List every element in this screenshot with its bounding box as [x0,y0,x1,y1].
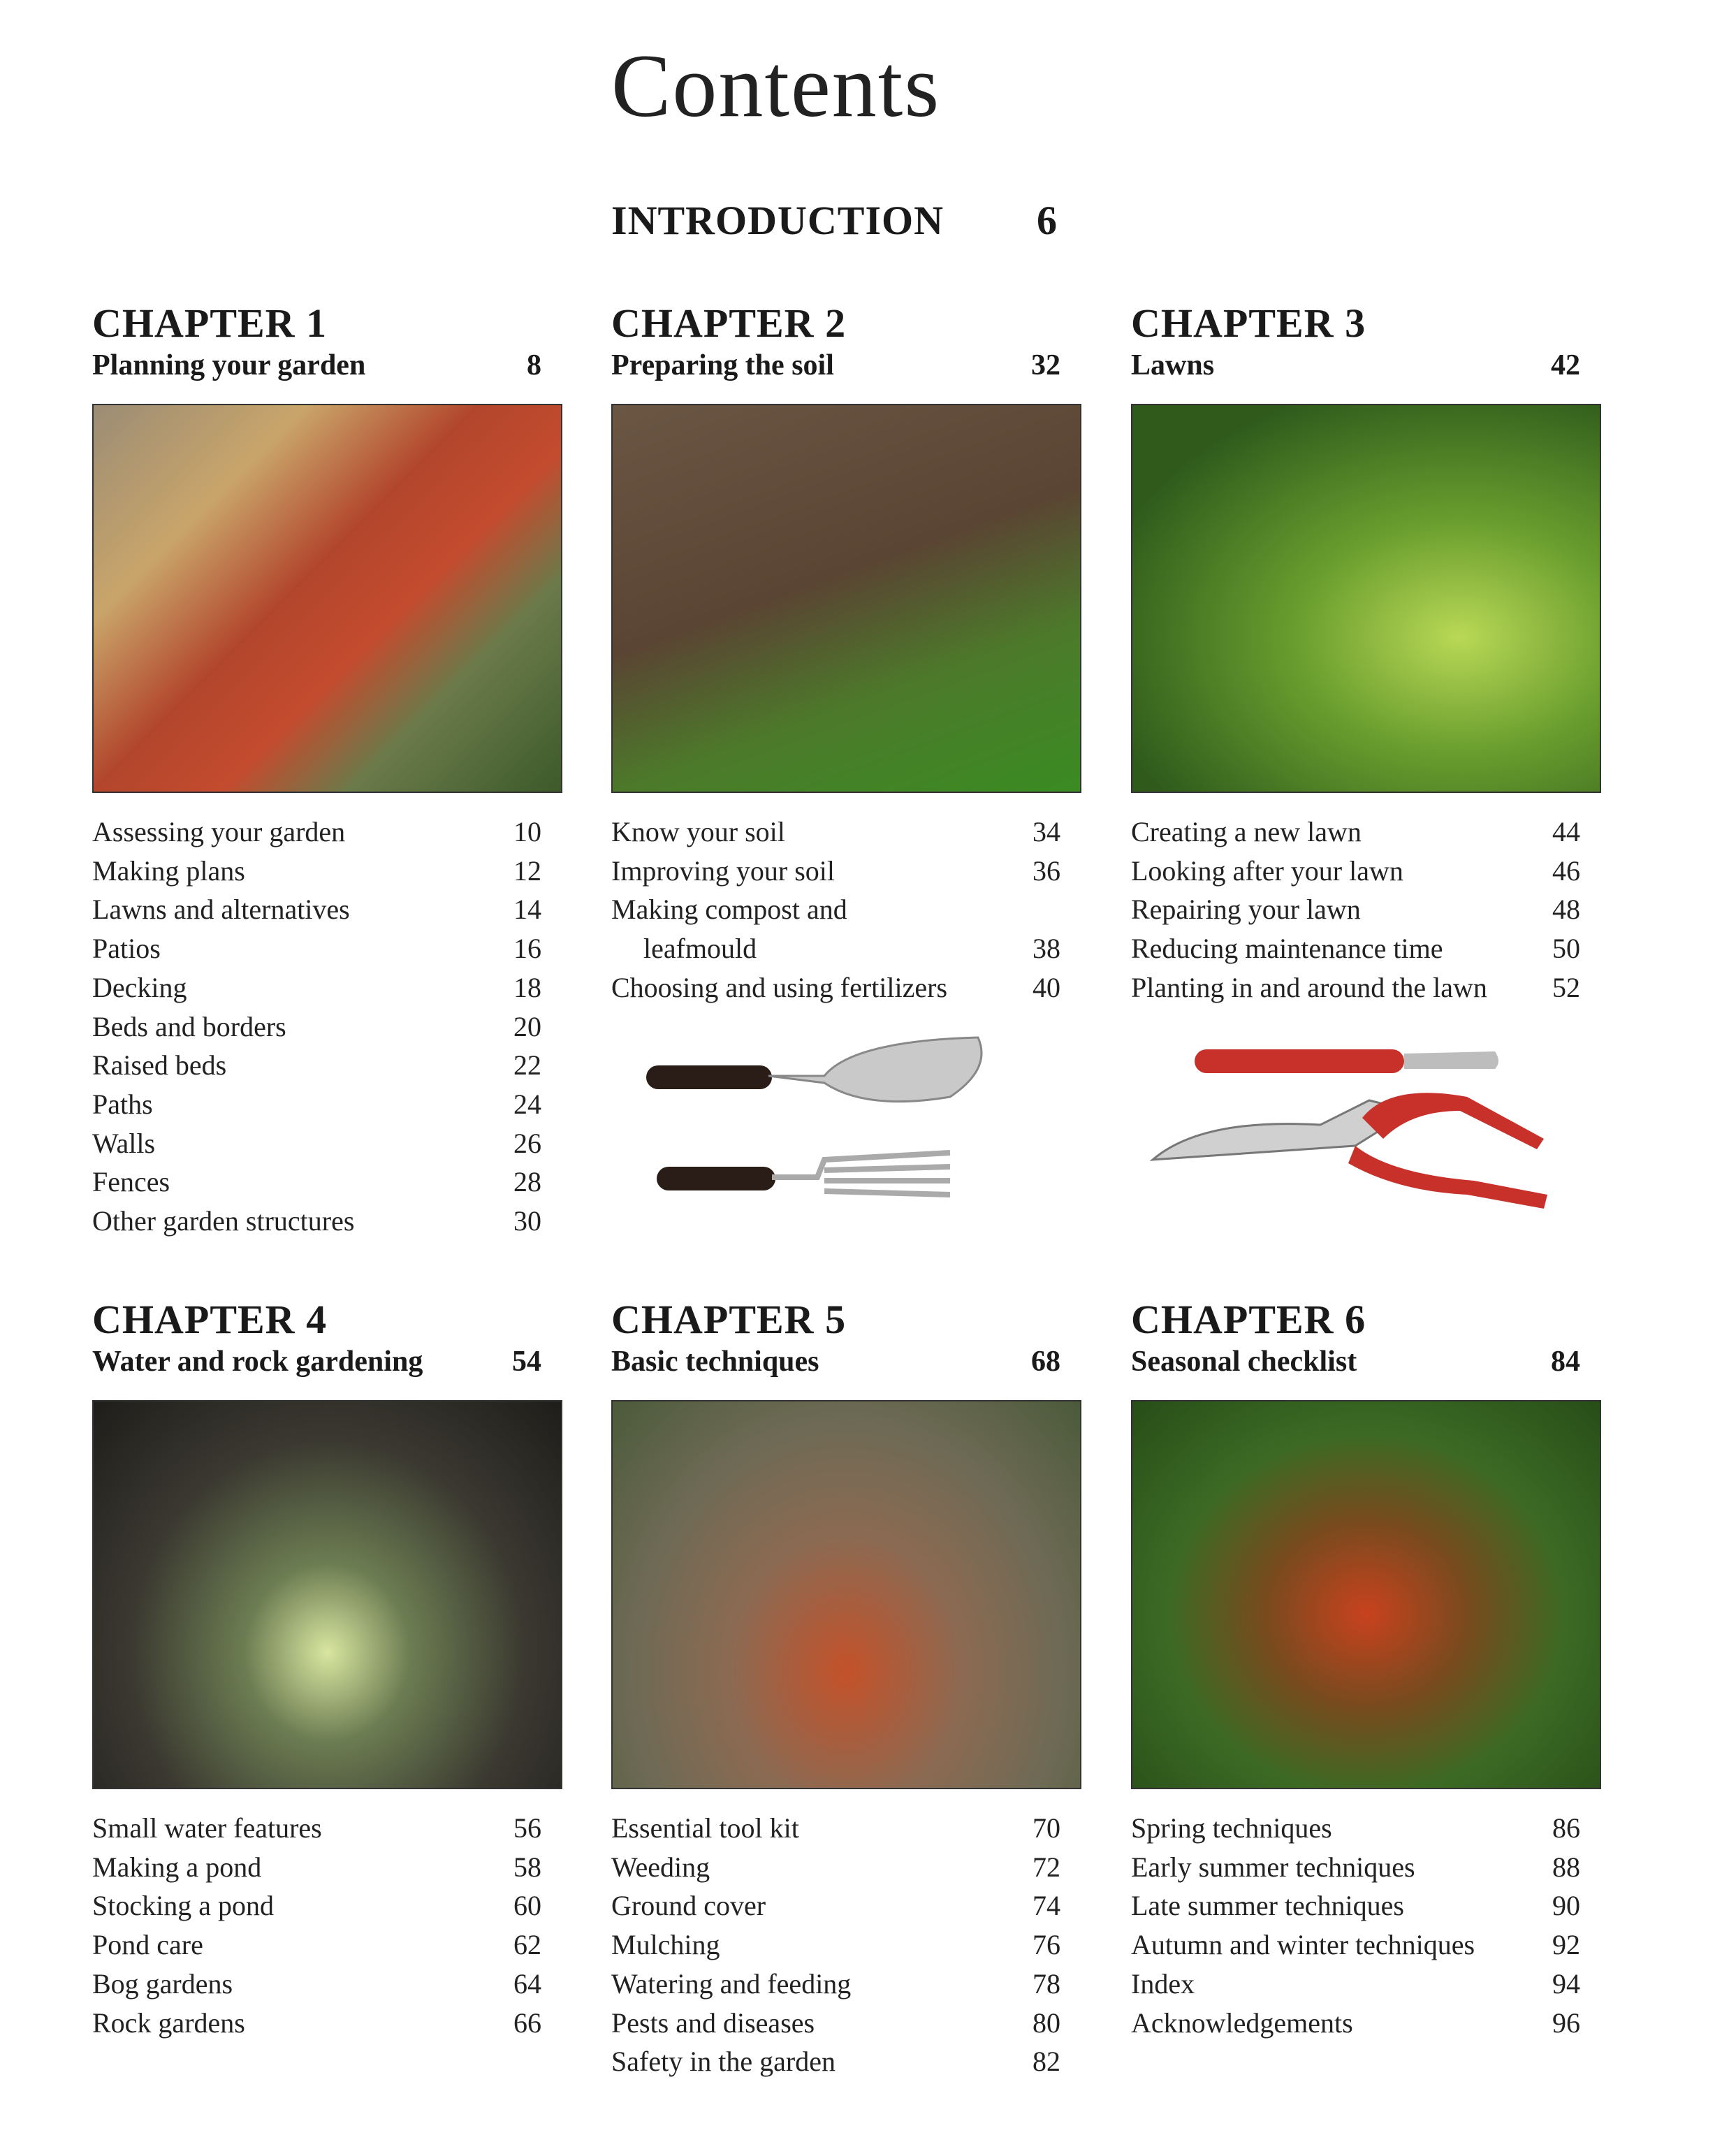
topic-item[interactable] [611,1886,1060,1925]
topic-page: 18 [513,971,541,1003]
chapter-heading[interactable]: CHAPTER 6 [1131,1297,1366,1342]
digging-soil-photo [611,404,1081,793]
chapter-subtitle: Water and rock gardening [92,1346,423,1378]
topic-item[interactable] [1131,1886,1580,1925]
topic-label: Planting in and around the lawn [1131,971,1487,1003]
topic-label: Stocking a pond [92,1890,274,1922]
topic-page: 38 [1033,933,1060,965]
chapter-subtitle: Seasonal checklist [1131,1346,1357,1378]
topic-label: Assessing your garden [92,816,346,847]
chapter-4-section [92,1297,562,2042]
introduction-label[interactable]: INTRODUCTION [611,198,944,243]
topic-label: Making compost and [611,894,847,926]
topic-label: Pond care [92,1929,203,1961]
topic-page: 96 [1552,2006,1580,2039]
topic-label: Decking [92,971,187,1003]
chapter-page: 68 [1031,1346,1060,1378]
topic-item[interactable] [1131,852,1580,891]
topic-label: Know your soil [611,816,785,847]
topic-label: Safety in the garden [611,2046,836,2078]
topic-item[interactable] [92,1085,541,1124]
topic-item[interactable] [92,1202,541,1241]
topic-page: 44 [1552,816,1580,847]
topic-page: 62 [513,1929,541,1961]
topic-item[interactable] [611,1809,1060,1848]
topic-item[interactable] [92,1809,541,1848]
topic-item[interactable] [1131,1848,1580,1887]
topic-page: 30 [513,1205,541,1237]
topic-item[interactable] [92,1163,541,1202]
topic-label: Other garden structures [92,1205,355,1237]
topic-label: Beds and borders [92,1010,286,1042]
watering-pot-photo [611,1400,1081,1789]
topic-item[interactable] [611,1965,1060,2004]
topic-item[interactable] [1131,1809,1580,1848]
topic-label: Reducing maintenance time [1131,933,1443,965]
topic-page: 60 [513,1890,541,1922]
topic-item[interactable] [1131,929,1580,968]
topic-label: Creating a new lawn [1131,816,1362,847]
topic-label: Making a pond [92,1851,262,1883]
topic-page: 76 [1033,1929,1060,1961]
topic-label: Index [1131,1967,1195,2000]
topic-page: 20 [513,1010,541,1042]
topic-label: leafmould [643,933,757,965]
topic-label: Raised beds [92,1049,227,1081]
topic-item[interactable] [611,2042,1060,2081]
chapter-subtitle-row[interactable] [1131,1343,1601,1381]
topic-page: 12 [513,854,541,887]
topic-item[interactable] [92,2004,541,2043]
topic-page: 56 [513,1812,541,1844]
topic-page: 28 [513,1166,541,1198]
topic-page: 72 [1033,1851,1060,1883]
chapter-page: 42 [1551,349,1580,381]
chapter-subtitle: Lawns [1131,349,1215,381]
chapter-topic-list [1131,813,1601,1007]
topic-page: 80 [1033,2006,1060,2039]
brick-path-photo [92,404,562,793]
knife-and-secateurs-illustration [1146,1034,1558,1237]
topic-label: Walls [92,1127,156,1159]
chapter-subtitle: Planning your garden [92,349,366,381]
chapter-topic-list [611,1809,1081,2081]
topic-label: Late summer techniques [1131,1890,1404,1922]
chapter-heading[interactable]: CHAPTER 5 [611,1297,847,1342]
topic-label: Spring techniques [1131,1812,1332,1844]
topic-item[interactable] [1131,968,1580,1007]
topic-item[interactable] [92,1848,541,1887]
topic-label: Fences [92,1166,170,1198]
topic-label: Small water features [92,1812,322,1844]
trowel-and-fork-illustration [643,1027,992,1237]
topic-page: 36 [1033,854,1060,887]
chapter-heading[interactable]: CHAPTER 3 [1131,300,1366,346]
topic-item[interactable] [611,1848,1060,1887]
chapter-subtitle-row[interactable] [1131,347,1601,384]
topic-page: 66 [513,2006,541,2039]
chapter-2-section [611,300,1081,1007]
topic-page: 70 [1033,1812,1060,1844]
topic-page: 74 [1033,1890,1060,1922]
chapter-topic-list [1131,1809,1601,2042]
topic-label: Pests and diseases [611,2006,815,2039]
topic-label: Weeding [611,1851,710,1883]
topic-label: Autumn and winter techniques [1131,1929,1475,1961]
topic-item[interactable] [1131,1925,1580,1965]
chapter-6-section [1131,1297,1601,2042]
topic-page: 64 [513,1967,541,2000]
topic-page: 90 [1552,1890,1580,1922]
chapter-page: 8 [527,349,541,381]
chapter-heading[interactable]: CHAPTER 2 [611,300,847,346]
chapter-subtitle-row[interactable] [92,1343,562,1381]
chapter-heading[interactable]: CHAPTER 4 [92,1297,328,1342]
topic-label: Acknowledgements [1131,2006,1353,2039]
chapter-topic-list [611,813,1081,1007]
chapter-subtitle-row[interactable] [611,347,1081,384]
topic-label: Choosing and using fertilizers [611,971,948,1003]
topic-item[interactable] [611,2004,1060,2043]
topic-page: 86 [1552,1812,1580,1844]
chapter-5-section [611,1297,1081,2081]
topic-label: Mulching [611,1929,720,1961]
topic-item[interactable] [92,852,541,891]
topic-page: 14 [513,894,541,926]
topic-label: Patios [92,933,161,965]
topic-label: Repairing your lawn [1131,894,1361,926]
introduction-page: 6 [1037,198,1057,243]
topic-label: Ground cover [611,1890,766,1922]
topic-item[interactable] [611,813,1060,852]
topic-page: 10 [513,816,541,847]
chapter-subtitle-row[interactable] [611,1343,1081,1381]
topic-item[interactable] [92,968,541,1007]
topic-label: Essential tool kit [611,1812,799,1844]
topic-item[interactable] [611,852,1060,891]
topic-item[interactable] [92,929,541,968]
chapter-topic-list [92,1809,562,2042]
topic-page: 82 [1033,2046,1060,2078]
chapter-subtitle: Preparing the soil [611,349,834,381]
topic-item[interactable] [92,813,541,852]
chapter-page: 54 [512,1346,541,1378]
topic-item[interactable] [92,1007,541,1047]
lawn-archway-photo [1131,404,1601,793]
topic-page: 22 [513,1049,541,1081]
topic-label: Rock gardens [92,2006,245,2039]
topic-label: Early summer techniques [1131,1851,1415,1883]
topic-item[interactable] [92,890,541,929]
topic-item[interactable] [1131,2004,1580,2043]
topic-page: 26 [513,1127,541,1159]
topic-item[interactable] [611,968,1060,1007]
topic-label: Paths [92,1088,153,1120]
topic-label: Bog gardens [92,1967,233,2000]
topic-page: 88 [1552,1851,1580,1883]
flower-border-photo [1131,1400,1601,1789]
chapter-subtitle-row[interactable] [92,347,562,384]
topic-item[interactable] [92,1965,541,2004]
topic-item[interactable] [92,1886,541,1925]
chapter-heading[interactable]: CHAPTER 1 [92,300,328,346]
topic-page: 46 [1552,854,1580,887]
topic-page: 92 [1552,1929,1580,1961]
topic-page: 50 [1552,933,1580,965]
topic-page: 40 [1033,971,1060,1003]
topic-item[interactable] [611,890,1060,929]
topic-page: 52 [1552,971,1580,1003]
chapter-page: 32 [1031,349,1060,381]
topic-page: 16 [513,933,541,965]
topic-page: 48 [1552,894,1580,926]
topic-page: 78 [1033,1967,1060,2000]
topic-page: 58 [513,1851,541,1883]
topic-label: Making plans [92,854,245,887]
topic-label: Looking after your lawn [1131,854,1403,887]
topic-page: 34 [1033,816,1060,847]
topic-item[interactable] [1131,1965,1580,2004]
topic-page: 94 [1552,1967,1580,2000]
topic-item[interactable] [611,1925,1060,1965]
chapter-subtitle: Basic techniques [611,1346,819,1378]
topic-item[interactable] [1131,890,1580,929]
topic-item[interactable] [1131,813,1580,852]
chapter-topic-list [92,813,562,1241]
page-title: Contents [611,36,941,136]
topic-item[interactable] [611,929,1060,968]
topic-page: 24 [513,1088,541,1120]
topic-item[interactable] [92,1925,541,1965]
chapter-3-section [1131,300,1601,1007]
chapter-1-section [92,300,562,1241]
chapter-page: 84 [1551,1346,1580,1378]
topic-label: Watering and feeding [611,1967,852,2000]
topic-label: Lawns and alternatives [92,894,350,926]
topic-label: Improving your soil [611,854,835,887]
topic-item[interactable] [92,1046,541,1085]
topic-item[interactable] [92,1124,541,1163]
waterfall-photo [92,1400,562,1789]
